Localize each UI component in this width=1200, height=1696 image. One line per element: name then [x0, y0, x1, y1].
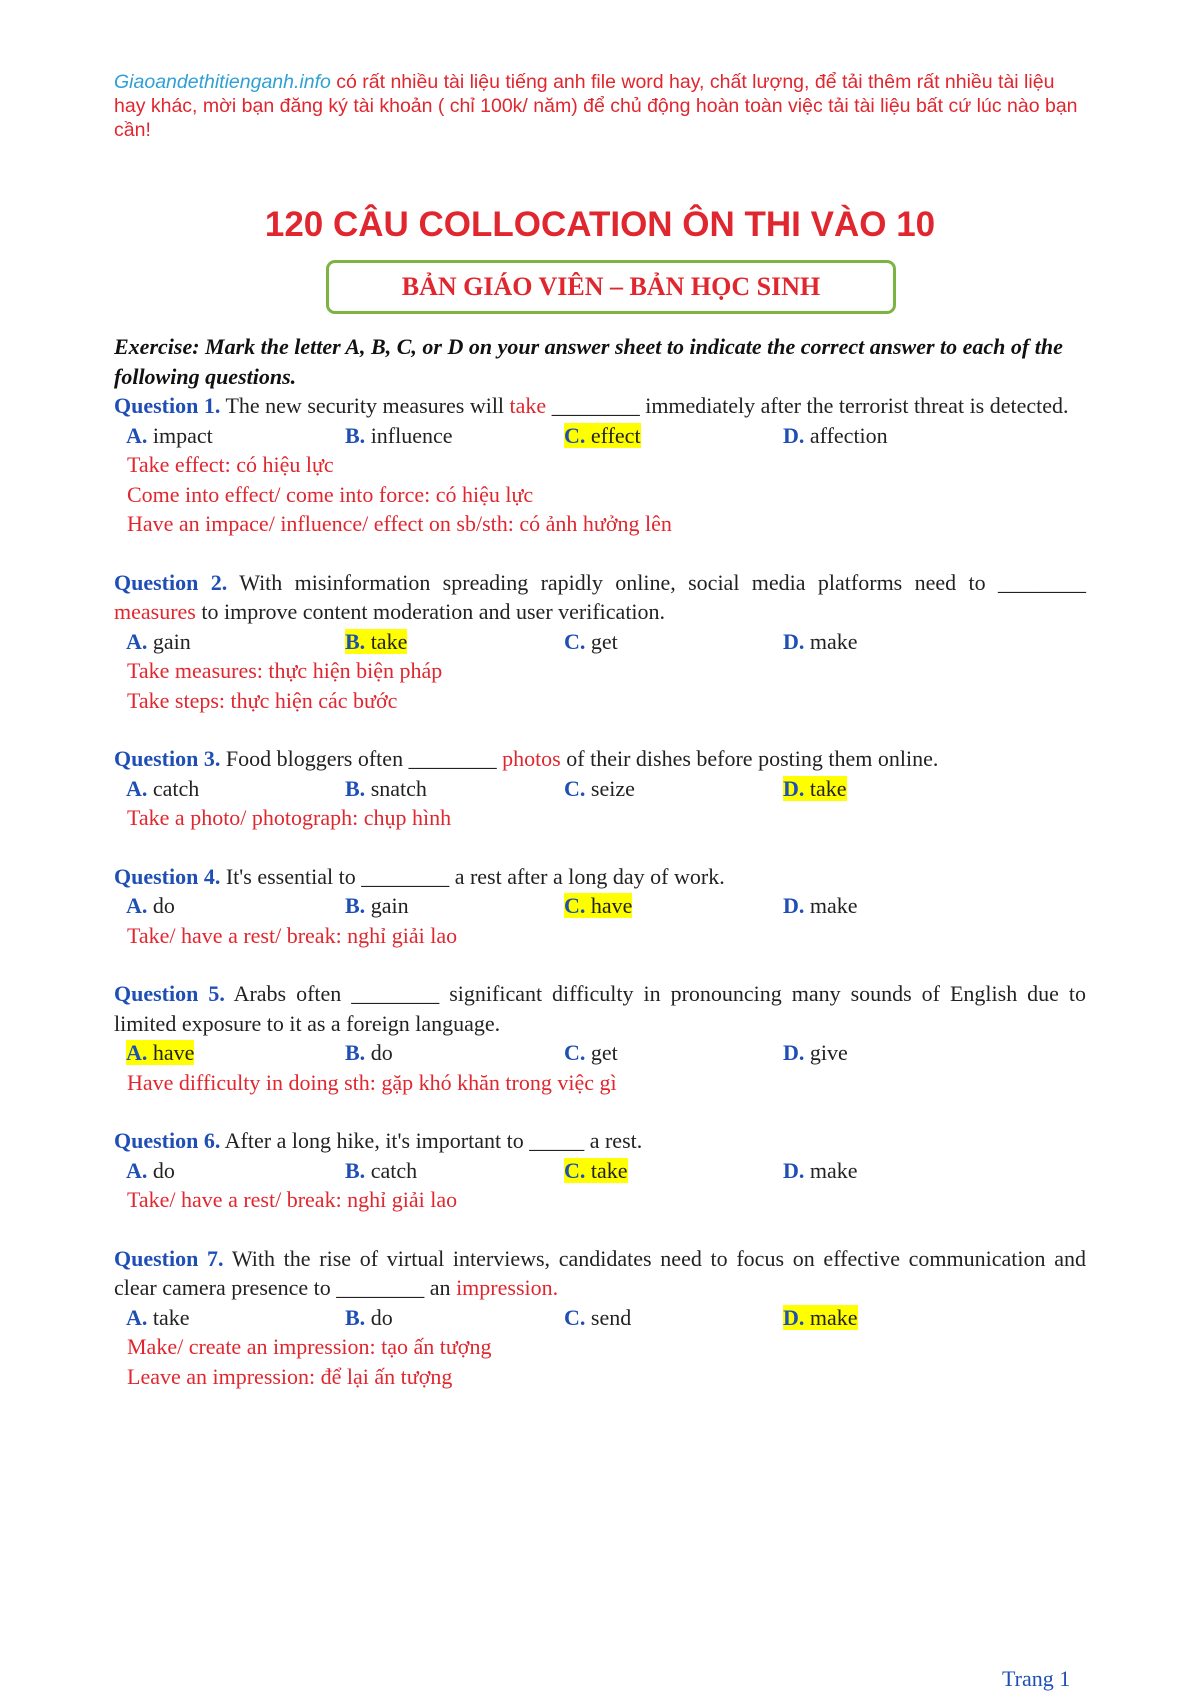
question-block [114, 391, 1086, 539]
answer-option-b[interactable] [345, 421, 564, 451]
explanation-note: Take a photo/ photograph: chụp hình [127, 805, 452, 830]
answer-option-letter: C. [564, 1040, 586, 1065]
question-keyword: impression. [456, 1275, 559, 1300]
answer-option-b[interactable] [345, 1038, 564, 1068]
answer-option-body [564, 1305, 631, 1330]
answer-option-a[interactable] [126, 1156, 345, 1186]
explanation-note: Take steps: thực hiện các bước [127, 687, 398, 713]
explanation-note: Take measures: thực hiện biện pháp [127, 658, 443, 683]
question-text [114, 862, 1086, 892]
question-stem: Food bloggers often ________ [220, 746, 503, 771]
promo-site-link[interactable]: Giaoandethitienganh.info [114, 71, 331, 93]
question-label: Question 3. [114, 746, 221, 771]
answer-option-text: make [804, 1304, 858, 1330]
answer-option-letter: A. [126, 1040, 148, 1065]
answer-notes [114, 450, 1086, 539]
question-keyword: take [509, 393, 547, 418]
answer-option-text: take [804, 775, 847, 801]
answer-option-letter: D. [783, 893, 805, 918]
answer-option-letter: D. [783, 1304, 805, 1330]
answer-option-body [126, 423, 213, 448]
answer-option-body [783, 423, 888, 448]
question-keyword: photos [502, 746, 561, 771]
answer-option-letter: B. [345, 1040, 366, 1065]
question-stem: With misinformation spreading rapidly online, social media platforms need to ________ [227, 569, 1086, 595]
answer-option-b[interactable] [345, 1156, 564, 1186]
answer-option-text: get [585, 628, 618, 654]
question-stem: Arabs often ________ significant difficulty in pronouncing many sounds of English due to limited exposure to it as a foreign language. [114, 981, 1087, 1036]
answer-option-text: gain [365, 893, 409, 918]
answer-option-text: catch [365, 1157, 418, 1183]
answer-option-body [783, 629, 858, 654]
question-label: Question 1. [114, 393, 221, 418]
answer-option-d[interactable] [783, 421, 1002, 451]
answer-option-text: snatch [365, 775, 427, 801]
answer-option-b[interactable] [345, 627, 564, 657]
answer-option-letter: C. [564, 422, 586, 448]
question-text [114, 744, 1086, 774]
question-text [114, 568, 1086, 627]
answer-option-body [783, 776, 847, 801]
page-number: Trang 1 [1002, 1666, 1071, 1691]
answer-option-text: do [147, 893, 175, 918]
answer-option-body [783, 1040, 848, 1065]
question-label: Question 7. [114, 1245, 224, 1271]
answer-notes [114, 1068, 1086, 1098]
question-text [114, 1126, 1086, 1156]
answer-options [114, 421, 1086, 451]
question-block [114, 1126, 1086, 1215]
answer-option-a[interactable] [126, 1038, 345, 1068]
explanation-note: Have difficulty in doing sth: gặp khó khăn trong việc gì [127, 1069, 617, 1095]
answer-option-text: make [804, 1157, 858, 1183]
question-block [114, 979, 1086, 1097]
answer-option-text: take [585, 1157, 628, 1183]
answer-option-text: impact [147, 422, 213, 448]
answer-option-letter: A. [126, 1304, 148, 1330]
answer-option-text: influence [365, 422, 453, 448]
question-spacer [114, 950, 1086, 979]
answer-option-text: take [147, 1304, 190, 1330]
answer-option-b[interactable] [345, 774, 564, 804]
question-spacer [114, 1215, 1086, 1244]
document-title: 120 CÂU COLLOCATION ÔN THI VÀO 10 [264, 205, 936, 244]
answer-option-a[interactable] [126, 627, 345, 657]
answer-option-text: make [804, 628, 858, 654]
question-spacer [114, 539, 1086, 568]
answer-option-body [126, 1040, 194, 1065]
question-label: Question 6. [114, 1128, 221, 1153]
answer-options [114, 774, 1086, 804]
edition-badge-label: BẢN GIÁO VIÊN – BẢN HỌC SINH [401, 272, 821, 301]
exercise-content [114, 332, 1086, 1391]
question-spacer [114, 833, 1086, 862]
question-block [114, 1244, 1086, 1392]
answer-option-a[interactable] [126, 421, 345, 451]
question-spacer [114, 715, 1086, 744]
answer-option-text: catch [147, 775, 200, 801]
answer-option-letter: A. [126, 775, 148, 801]
answer-option-d[interactable] [783, 1038, 1002, 1068]
answer-option-a[interactable] [126, 891, 345, 921]
answer-option-body [783, 893, 858, 918]
answer-option-text: do [147, 1157, 175, 1183]
answer-option-text: do [365, 1304, 393, 1330]
answer-option-d[interactable] [783, 627, 1002, 657]
answer-option-body [564, 1158, 628, 1183]
answer-option-text: make [804, 893, 858, 918]
question-label: Question 5. [114, 981, 225, 1006]
question-text [114, 391, 1086, 421]
question-stem-end: of their dishes before posting them online. [560, 746, 939, 771]
explanation-note: Leave an impression: để lại ấn tượng [127, 1363, 453, 1389]
question-stem: After a long hike, it's important to _____ a rest. [220, 1128, 643, 1153]
answer-option-letter: A. [126, 1157, 148, 1183]
answer-options [114, 627, 1086, 657]
answer-notes [114, 1185, 1086, 1215]
answer-option-a[interactable] [126, 774, 345, 804]
answer-option-text: have [147, 1040, 195, 1065]
question-block [114, 744, 1086, 833]
answer-option-letter: B. [345, 628, 366, 654]
answer-option-b[interactable] [345, 891, 564, 921]
answer-option-c[interactable] [564, 774, 783, 804]
question-block [114, 568, 1086, 716]
answer-option-letter: C. [564, 1157, 586, 1183]
answer-option-letter: A. [126, 628, 148, 654]
answer-option-body [345, 1040, 393, 1065]
question-block [114, 862, 1086, 951]
answer-option-body [345, 1158, 417, 1183]
promo-text: có rất nhiều tài liệu tiếng anh file word hay, chất lượng, để tải thêm rất nhiều tài liệu hay khác, mời bạn đăng ký tài khoản ( chỉ 100k/ năm) để chủ động hoàn toàn việc tải tài liệu bất cứ lúc nào bạn cần! [114, 71, 1078, 141]
answer-option-letter: C. [564, 775, 586, 801]
answer-option-letter: B. [345, 893, 366, 918]
answer-option-body [783, 1305, 858, 1330]
answer-option-c[interactable] [564, 1038, 783, 1068]
answer-option-body [564, 629, 618, 654]
answer-options [114, 1038, 1086, 1068]
answer-option-d[interactable] [783, 1156, 1002, 1186]
question-keyword: measures [114, 599, 196, 624]
question-label: Question 4. [114, 863, 221, 889]
answer-option-letter: D. [783, 1040, 805, 1065]
answer-option-text: send [585, 1304, 632, 1330]
question-stem: The new security measures will [220, 393, 510, 418]
answer-option-body [126, 1305, 190, 1330]
answer-option-text: do [365, 1040, 393, 1065]
question-stem: With the rise of virtual interviews, candidates need to focus on effective communication and clear camera presence to ________ an [114, 1245, 1086, 1300]
answer-option-c[interactable] [564, 421, 783, 451]
answer-notes [114, 921, 1086, 951]
answer-notes [114, 656, 1086, 715]
answer-option-letter: D. [783, 775, 805, 801]
answer-option-d[interactable] [783, 891, 1002, 921]
answer-option-body [345, 1305, 393, 1330]
question-text [114, 1244, 1086, 1303]
answer-option-body [564, 423, 641, 448]
answer-options [114, 1156, 1086, 1186]
question-stem-end: ________ immediately after the terrorist threat is detected. [546, 393, 1069, 418]
answer-option-letter: D. [783, 628, 805, 654]
answer-option-body [783, 1158, 858, 1183]
answer-option-text: effect [585, 422, 641, 448]
explanation-note: Have an impace/ influence/ effect on sb/sth: có ảnh hưởng lên [127, 511, 672, 536]
answer-option-text: affection [804, 422, 888, 448]
answer-option-letter: B. [345, 422, 366, 448]
answer-option-body [126, 893, 175, 918]
edition-badge [326, 260, 896, 314]
answer-option-letter: B. [345, 1304, 366, 1330]
answer-option-text: have [585, 893, 633, 918]
answer-option-d[interactable] [783, 1303, 1002, 1333]
answer-option-text: take [365, 628, 408, 654]
answer-option-a[interactable] [126, 1303, 345, 1333]
answer-option-d[interactable] [783, 774, 1002, 804]
answer-option-letter: C. [564, 1304, 586, 1330]
question-label: Question 2. [114, 569, 228, 595]
question-text [114, 979, 1086, 1038]
answer-option-c[interactable] [564, 1156, 783, 1186]
answer-option-text: gain [147, 628, 191, 654]
answer-option-letter: C. [564, 628, 586, 654]
question-spacer [114, 1097, 1086, 1126]
answer-option-letter: B. [345, 1157, 366, 1183]
answer-option-b[interactable] [345, 1303, 564, 1333]
question-stem: It's essential to ________ a rest after a long day of work. [220, 863, 725, 889]
answer-option-body [564, 1040, 618, 1065]
answer-option-letter: A. [126, 422, 148, 448]
answer-option-text: seize [585, 775, 635, 801]
answer-option-c[interactable] [564, 627, 783, 657]
answer-option-body [564, 776, 635, 801]
explanation-note: Make/ create an impression: tạo ấn tượng [127, 1334, 492, 1359]
answer-options [114, 1303, 1086, 1333]
answer-options [114, 891, 1086, 921]
answer-option-letter: C. [564, 893, 586, 918]
answer-notes [114, 803, 1086, 833]
answer-option-letter: A. [126, 893, 148, 918]
answer-option-body [345, 776, 427, 801]
answer-option-letter: D. [783, 422, 805, 448]
answer-option-body [345, 893, 409, 918]
answer-option-body [126, 629, 191, 654]
explanation-note: Take/ have a rest/ break: nghỉ giải lao [127, 922, 458, 948]
answer-option-text: get [585, 1040, 618, 1065]
promo-banner [114, 70, 1084, 142]
explanation-note: Take effect: có hiệu lực [127, 452, 334, 477]
exercise-instruction: Exercise: Mark the letter A, B, C, or D on your answer sheet to indicate the correct answer to each of the following questions. [114, 334, 1063, 389]
answer-option-body [126, 776, 199, 801]
explanation-note: Come into effect/ come into force: có hiệu lực [127, 481, 534, 507]
answer-notes [114, 1332, 1086, 1391]
question-list [114, 391, 1086, 1391]
answer-option-body [126, 1158, 175, 1183]
answer-option-body [564, 893, 632, 918]
answer-option-letter: D. [783, 1157, 805, 1183]
answer-option-text: give [804, 1040, 848, 1065]
explanation-note: Take/ have a rest/ break: nghỉ giải lao [127, 1187, 458, 1212]
answer-option-letter: B. [345, 775, 366, 801]
answer-option-c[interactable] [564, 891, 783, 921]
answer-option-body [345, 629, 407, 654]
answer-option-c[interactable] [564, 1303, 783, 1333]
answer-option-body [345, 423, 453, 448]
question-stem-end: to improve content moderation and user verification. [195, 599, 666, 624]
